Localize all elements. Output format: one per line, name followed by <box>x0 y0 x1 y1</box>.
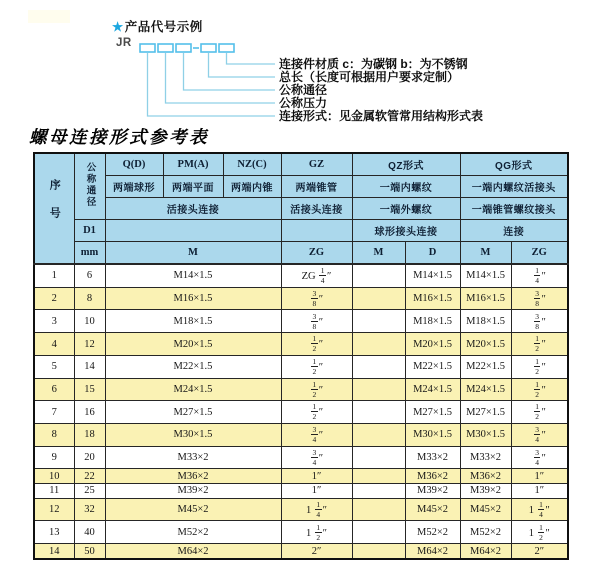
table-row <box>34 469 568 484</box>
cell-qz-m <box>352 310 405 333</box>
header-zg: ZG <box>281 242 352 265</box>
cell-mm: 10 <box>74 310 105 333</box>
cell-qg-zg: $\frac{1}{2}$ ″ <box>511 333 568 356</box>
cell-mm: 8 <box>74 287 105 310</box>
cell-no: 4 <box>34 333 74 356</box>
table-row <box>34 484 568 499</box>
cell-no: 11 <box>34 484 74 499</box>
header-d1: D1 <box>74 220 105 242</box>
cell-zg: ZG $\frac{1}{4}$ ″ <box>281 264 352 287</box>
cell-qg-m: M22×1.5 <box>460 355 511 378</box>
header-qg-desc2: 一端锥管螺纹接头 <box>460 198 568 220</box>
cell-mm: 12 <box>74 333 105 356</box>
nut-connection-table <box>33 152 569 560</box>
cell-qg-m: M16×1.5 <box>460 287 511 310</box>
cell-no: 2 <box>34 287 74 310</box>
cell-zg: $\frac{1}{2}$ ″ <box>281 378 352 401</box>
cell-qz-m <box>352 521 405 544</box>
cell-qz-d: M22×1.5 <box>405 355 460 378</box>
header-qz-form: QZ形式 <box>352 153 460 176</box>
header-qz-d: D <box>405 242 460 265</box>
cell-zg: 1″ <box>281 484 352 499</box>
table-row <box>34 264 568 287</box>
cell-mm: 18 <box>74 423 105 446</box>
cell-no: 3 <box>34 310 74 333</box>
table-title: 螺母连接形式参考表 <box>29 128 209 148</box>
header-gz-desc: 两端锥管 <box>281 176 352 198</box>
cell-qg-zg: 2″ <box>511 544 568 559</box>
cell-qz-m <box>352 333 405 356</box>
cell-qz-d: M24×1.5 <box>405 378 460 401</box>
cell-qg-zg: 1 $\frac{1}{4}$ ″ <box>511 498 568 521</box>
table-row <box>34 333 568 356</box>
table-row <box>34 498 568 521</box>
cell-zg: $\frac{3}{4}$ ″ <box>281 446 352 469</box>
cell-qg-m: M24×1.5 <box>460 378 511 401</box>
cell-qz-d: M33×2 <box>405 446 460 469</box>
cell-qg-zg: $\frac{3}{8}$ ″ <box>511 310 568 333</box>
cell-zg: $\frac{3}{8}$ ″ <box>281 287 352 310</box>
cell-zg: 1″ <box>281 469 352 484</box>
code-box-5 <box>219 44 234 52</box>
code-box-1 <box>140 44 155 52</box>
cell-qz-d: M20×1.5 <box>405 333 460 356</box>
cell-no: 13 <box>34 521 74 544</box>
table-header <box>34 153 568 264</box>
header-qg-form: QG形式 <box>460 153 568 176</box>
cell-no: 8 <box>34 423 74 446</box>
cell-qg-zg: 1″ <box>511 484 568 499</box>
cell-qg-zg: $\frac{1}{2}$ ″ <box>511 378 568 401</box>
cell-m: M24×1.5 <box>105 378 281 401</box>
header-gz-union: 活接头连接 <box>281 198 352 220</box>
code-box-3 <box>176 44 191 52</box>
header-qg-connection: 连接 <box>460 220 568 242</box>
cell-zg: $\frac{1}{2}$ ″ <box>281 355 352 378</box>
cell-qz-d: M14×1.5 <box>405 264 460 287</box>
cell-m: M20×1.5 <box>105 333 281 356</box>
header-empty-gz <box>281 220 352 242</box>
cell-qg-m: M18×1.5 <box>460 310 511 333</box>
cell-no: 1 <box>34 264 74 287</box>
cell-m: M64×2 <box>105 544 281 559</box>
header-diameter <box>74 153 105 220</box>
cell-qg-zg: $\frac{3}{4}$ ″ <box>511 423 568 446</box>
header-mm: mm <box>74 242 105 265</box>
code-box-4 <box>201 44 216 52</box>
cell-qg-m: M36×2 <box>460 469 511 484</box>
cell-m: M14×1.5 <box>105 264 281 287</box>
cell-qg-m: M64×2 <box>460 544 511 559</box>
cell-mm: 40 <box>74 521 105 544</box>
cell-zg: 2″ <box>281 544 352 559</box>
cell-mm: 50 <box>74 544 105 559</box>
cell-qg-m: M39×2 <box>460 484 511 499</box>
connector-line-3 <box>184 53 276 90</box>
cell-m: M30×1.5 <box>105 423 281 446</box>
cell-m: M16×1.5 <box>105 287 281 310</box>
cell-qg-m: M45×2 <box>460 498 511 521</box>
cell-mm: 32 <box>74 498 105 521</box>
table-row <box>34 446 568 469</box>
cell-qg-zg: $\frac{1}{4}$ ″ <box>511 264 568 287</box>
label-nominal-pressure: 公称压力 <box>279 96 328 110</box>
cell-qz-d: M16×1.5 <box>405 287 460 310</box>
header-qz-connection: 球形接头连接 <box>352 220 460 242</box>
cell-no: 5 <box>34 355 74 378</box>
header-qg-desc1: 一端内螺纹活接头 <box>460 176 568 198</box>
header-serial <box>34 153 74 264</box>
cell-qg-m: M20×1.5 <box>460 333 511 356</box>
header-serial-text: 序号 <box>48 179 61 235</box>
cell-zg: 1 $\frac{1}{2}$ ″ <box>281 521 352 544</box>
cell-qz-m <box>352 355 405 378</box>
connector-line-1 <box>227 53 276 64</box>
cell-qg-zg: 1″ <box>511 469 568 484</box>
header-qg-zg: ZG <box>511 242 568 265</box>
header-diameter-text: 公称通径 <box>84 162 96 208</box>
label-nominal-diameter: 公称通径 <box>279 83 328 97</box>
cell-no: 6 <box>34 378 74 401</box>
cell-mm: 20 <box>74 446 105 469</box>
cell-qz-m <box>352 423 405 446</box>
connector-line-4 <box>166 53 276 103</box>
cell-qz-m <box>352 469 405 484</box>
cell-m: M22×1.5 <box>105 355 281 378</box>
connector-line-2 <box>209 53 276 77</box>
cell-no: 9 <box>34 446 74 469</box>
cell-qg-m: M52×2 <box>460 521 511 544</box>
cell-qz-d: M64×2 <box>405 544 460 559</box>
cell-qz-d: M36×2 <box>405 469 460 484</box>
table-row <box>34 401 568 424</box>
cell-m: M45×2 <box>105 498 281 521</box>
header-qz-desc1: 一端内螺纹 <box>352 176 460 198</box>
cell-no: 12 <box>34 498 74 521</box>
label-total-length: 总长（长度可根据用户要求定制） <box>279 70 460 84</box>
product-code-prefix: JR <box>116 37 132 49</box>
cell-zg: 1 $\frac{1}{4}$ ″ <box>281 498 352 521</box>
cell-qz-m <box>352 484 405 499</box>
cell-m: M39×2 <box>105 484 281 499</box>
cell-qz-m <box>352 264 405 287</box>
header-nz-desc: 两端内锥 <box>223 176 281 198</box>
cell-qz-d: M52×2 <box>405 521 460 544</box>
cell-qz-d: M27×1.5 <box>405 401 460 424</box>
table-body <box>34 264 568 559</box>
cell-mm: 22 <box>74 469 105 484</box>
header-qg-m: M <box>460 242 511 265</box>
table-row <box>34 521 568 544</box>
connector-line-5 <box>148 53 276 116</box>
table-row <box>34 378 568 401</box>
cell-zg: $\frac{1}{2}$ ″ <box>281 401 352 424</box>
cell-m: M27×1.5 <box>105 401 281 424</box>
header-union-connection: 活接头连接 <box>105 198 281 220</box>
cell-qz-m <box>352 498 405 521</box>
cell-mm: 25 <box>74 484 105 499</box>
cell-qg-m: M33×2 <box>460 446 511 469</box>
cell-qz-d: M39×2 <box>405 484 460 499</box>
label-connection-form: 连接形式：见金属软管常用结构形式表 <box>279 109 484 123</box>
cell-qz-m <box>352 401 405 424</box>
cell-qz-d: M30×1.5 <box>405 423 460 446</box>
cell-qg-zg: 1 $\frac{1}{2}$ ″ <box>511 521 568 544</box>
cell-mm: 6 <box>74 264 105 287</box>
cell-no: 14 <box>34 544 74 559</box>
table-row <box>34 310 568 333</box>
header-qz-desc2: 一端外螺纹 <box>352 198 460 220</box>
header-gz: GZ <box>281 153 352 176</box>
cell-qg-zg: $\frac{1}{2}$ ″ <box>511 401 568 424</box>
header-pm-desc: 两端平面 <box>163 176 223 198</box>
cell-qg-zg: $\frac{3}{4}$ ″ <box>511 446 568 469</box>
table-row <box>34 287 568 310</box>
cell-qg-m: M27×1.5 <box>460 401 511 424</box>
cell-qz-d: M45×2 <box>405 498 460 521</box>
code-box-2 <box>158 44 173 52</box>
star-icon: ★ <box>112 20 124 34</box>
cell-m: M18×1.5 <box>105 310 281 333</box>
cell-qz-d: M18×1.5 <box>405 310 460 333</box>
cell-qz-m <box>352 287 405 310</box>
table-row <box>34 423 568 446</box>
cell-no: 7 <box>34 401 74 424</box>
header-pm: PM(A) <box>163 153 223 176</box>
header-nz: NZ(C) <box>223 153 281 176</box>
header-q-desc: 两端球形 <box>105 176 163 198</box>
cell-mm: 16 <box>74 401 105 424</box>
header-q: Q(D) <box>105 153 163 176</box>
cell-qz-m <box>352 544 405 559</box>
cell-qg-m: M30×1.5 <box>460 423 511 446</box>
header-m: M <box>105 242 281 265</box>
table-row <box>34 544 568 559</box>
cell-qz-m <box>352 446 405 469</box>
cell-no: 10 <box>34 469 74 484</box>
table-row <box>34 355 568 378</box>
cell-zg: $\frac{3}{8}$ ″ <box>281 310 352 333</box>
cell-mm: 15 <box>74 378 105 401</box>
cell-zg: $\frac{3}{4}$ ″ <box>281 423 352 446</box>
label-material: 连接件材质 c：为碳钢 b：为不锈钢 <box>279 57 468 71</box>
product-code-heading-text: 产品代号示例 <box>124 20 203 34</box>
header-qz-m: M <box>352 242 405 265</box>
cell-qg-m: M14×1.5 <box>460 264 511 287</box>
header-empty-mid <box>105 220 281 242</box>
cell-mm: 14 <box>74 355 105 378</box>
cell-m: M33×2 <box>105 446 281 469</box>
cell-m: M36×2 <box>105 469 281 484</box>
cell-qg-zg: $\frac{3}{8}$ ″ <box>511 287 568 310</box>
cell-m: M52×2 <box>105 521 281 544</box>
cell-qg-zg: $\frac{1}{2}$ ″ <box>511 355 568 378</box>
cell-zg: $\frac{1}{2}$ ″ <box>281 333 352 356</box>
cell-qz-m <box>352 378 405 401</box>
